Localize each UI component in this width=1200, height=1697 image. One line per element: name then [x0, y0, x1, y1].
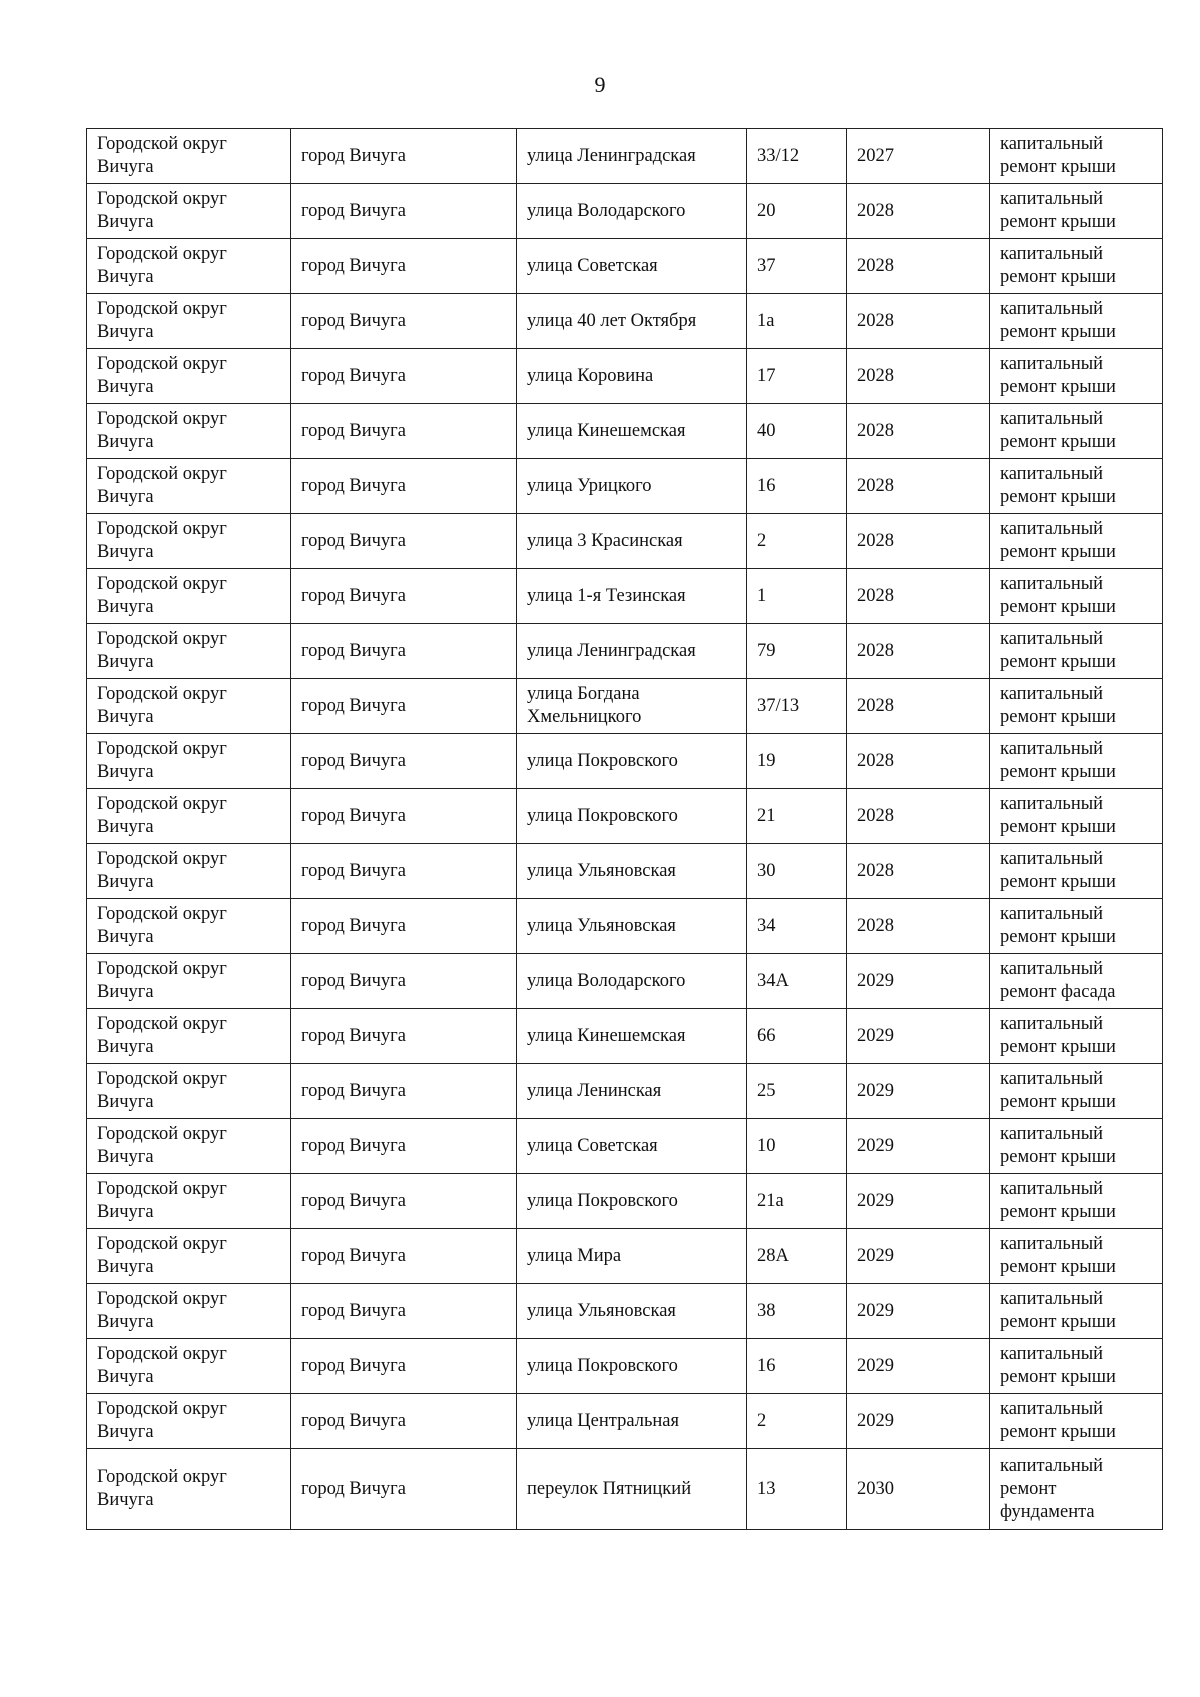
street-cell: улица Урицкого	[517, 459, 747, 514]
work-type-cell: капитальный ремонт крыши	[990, 294, 1163, 349]
city-cell: город Вичуга	[291, 294, 517, 349]
work-type-cell: капитальный ремонт крыши	[990, 1394, 1163, 1449]
year-cell: 2029	[847, 954, 990, 1009]
work-type-cell: капитальный ремонт крыши	[990, 129, 1163, 184]
house-number-cell: 20	[747, 184, 847, 239]
table-row	[87, 1119, 1163, 1174]
okrug-cell: Городской округ Вичуга	[87, 459, 291, 514]
table-row	[87, 899, 1163, 954]
okrug-cell: Городской округ Вичуга	[87, 1339, 291, 1394]
house-number-cell: 1	[747, 569, 847, 624]
work-type-cell: капитальный ремонт крыши	[990, 1009, 1163, 1064]
work-type-cell: капитальный ремонт крыши	[990, 844, 1163, 899]
okrug-cell: Городской округ Вичуга	[87, 734, 291, 789]
city-cell: город Вичуга	[291, 514, 517, 569]
house-number-cell: 40	[747, 404, 847, 459]
okrug-cell: Городской округ Вичуга	[87, 1449, 291, 1530]
city-cell: город Вичуга	[291, 1394, 517, 1449]
city-cell: город Вичуга	[291, 1284, 517, 1339]
street-cell: переулок Пятницкий	[517, 1449, 747, 1530]
table-row	[87, 789, 1163, 844]
table-row	[87, 1064, 1163, 1119]
city-cell: город Вичуга	[291, 679, 517, 734]
year-cell: 2028	[847, 569, 990, 624]
table-row	[87, 349, 1163, 404]
work-type-cell: капитальный ремонт крыши	[990, 1119, 1163, 1174]
year-cell: 2029	[847, 1339, 990, 1394]
okrug-cell: Городской округ Вичуга	[87, 1174, 291, 1229]
house-number-cell: 2	[747, 514, 847, 569]
table-row	[87, 844, 1163, 899]
house-number-cell: 10	[747, 1119, 847, 1174]
street-cell: улица Мира	[517, 1229, 747, 1284]
street-cell: улица Ленинградская	[517, 129, 747, 184]
work-type-cell: капитальный ремонт крыши	[990, 789, 1163, 844]
house-number-cell: 19	[747, 734, 847, 789]
work-type-cell: капитальный ремонт крыши	[990, 349, 1163, 404]
year-cell: 2028	[847, 844, 990, 899]
house-number-cell: 79	[747, 624, 847, 679]
year-cell: 2028	[847, 184, 990, 239]
street-cell: улица Кинешемская	[517, 404, 747, 459]
city-cell: город Вичуга	[291, 734, 517, 789]
house-number-cell: 28А	[747, 1229, 847, 1284]
table-row	[87, 239, 1163, 294]
year-cell: 2028	[847, 294, 990, 349]
house-number-cell: 38	[747, 1284, 847, 1339]
city-cell: город Вичуга	[291, 349, 517, 404]
okrug-cell: Городской округ Вичуга	[87, 1009, 291, 1064]
street-cell: улица Покровского	[517, 1339, 747, 1394]
work-type-cell: капитальный ремонт крыши	[990, 624, 1163, 679]
okrug-cell: Городской округ Вичуга	[87, 1229, 291, 1284]
year-cell: 2029	[847, 1064, 990, 1119]
page-number: 9	[594, 72, 606, 97]
year-cell: 2029	[847, 1009, 990, 1064]
okrug-cell: Городской округ Вичуга	[87, 349, 291, 404]
year-cell: 2027	[847, 129, 990, 184]
city-cell: город Вичуга	[291, 1174, 517, 1229]
work-type-cell: капитальный ремонт крыши	[990, 734, 1163, 789]
street-cell: улица Покровского	[517, 1174, 747, 1229]
table-row	[87, 1394, 1163, 1449]
year-cell: 2029	[847, 1174, 990, 1229]
street-cell: улица 40 лет Октября	[517, 294, 747, 349]
street-cell: улица Коровина	[517, 349, 747, 404]
okrug-cell: Городской округ Вичуга	[87, 624, 291, 679]
year-cell: 2028	[847, 679, 990, 734]
okrug-cell: Городской округ Вичуга	[87, 1284, 291, 1339]
table-row	[87, 624, 1163, 679]
okrug-cell: Городской округ Вичуга	[87, 679, 291, 734]
house-number-cell: 21а	[747, 1174, 847, 1229]
work-type-cell: капитальный ремонт крыши	[990, 1229, 1163, 1284]
year-cell: 2029	[847, 1284, 990, 1339]
table-row	[87, 459, 1163, 514]
city-cell: город Вичуга	[291, 624, 517, 679]
street-cell: улица Ульяновская	[517, 1284, 747, 1339]
table-row	[87, 954, 1163, 1009]
work-type-cell: капитальный ремонт фундамента	[990, 1449, 1163, 1530]
okrug-cell: Городской округ Вичуга	[87, 404, 291, 459]
okrug-cell: Городской округ Вичуга	[87, 954, 291, 1009]
table-row	[87, 129, 1163, 184]
work-type-cell: капитальный ремонт крыши	[990, 569, 1163, 624]
table-row	[87, 294, 1163, 349]
city-cell: город Вичуга	[291, 1119, 517, 1174]
table-row	[87, 679, 1163, 734]
year-cell: 2029	[847, 1119, 990, 1174]
city-cell: город Вичуга	[291, 129, 517, 184]
house-number-cell: 1а	[747, 294, 847, 349]
year-cell: 2028	[847, 624, 990, 679]
house-number-cell: 66	[747, 1009, 847, 1064]
house-number-cell: 2	[747, 1394, 847, 1449]
year-cell: 2028	[847, 514, 990, 569]
house-number-cell: 21	[747, 789, 847, 844]
year-cell: 2029	[847, 1229, 990, 1284]
table-row	[87, 514, 1163, 569]
street-cell: улица Кинешемская	[517, 1009, 747, 1064]
city-cell: город Вичуга	[291, 1339, 517, 1394]
table-row	[87, 184, 1163, 239]
table-row	[87, 1449, 1163, 1530]
year-cell: 2028	[847, 899, 990, 954]
okrug-cell: Городской округ Вичуга	[87, 569, 291, 624]
street-cell: улица Советская	[517, 1119, 747, 1174]
okrug-cell: Городской округ Вичуга	[87, 844, 291, 899]
house-number-cell: 25	[747, 1064, 847, 1119]
table-row	[87, 404, 1163, 459]
work-type-cell: капитальный ремонт крыши	[990, 514, 1163, 569]
city-cell: город Вичуга	[291, 954, 517, 1009]
city-cell: город Вичуга	[291, 844, 517, 899]
work-type-cell: капитальный ремонт крыши	[990, 184, 1163, 239]
city-cell: город Вичуга	[291, 1449, 517, 1530]
okrug-cell: Городской округ Вичуга	[87, 1394, 291, 1449]
house-number-cell: 37	[747, 239, 847, 294]
table-row	[87, 1009, 1163, 1064]
table-row	[87, 1174, 1163, 1229]
street-cell: улица Ульяновская	[517, 899, 747, 954]
house-number-cell: 34	[747, 899, 847, 954]
okrug-cell: Городской округ Вичуга	[87, 899, 291, 954]
city-cell: город Вичуга	[291, 569, 517, 624]
house-number-cell: 34А	[747, 954, 847, 1009]
house-number-cell: 17	[747, 349, 847, 404]
city-cell: город Вичуга	[291, 404, 517, 459]
year-cell: 2030	[847, 1449, 990, 1530]
repair-schedule-table	[86, 128, 1163, 1530]
work-type-cell: капитальный ремонт крыши	[990, 239, 1163, 294]
table-row	[87, 1284, 1163, 1339]
work-type-cell: капитальный ремонт крыши	[990, 679, 1163, 734]
okrug-cell: Городской округ Вичуга	[87, 514, 291, 569]
table-row	[87, 1229, 1163, 1284]
table-row	[87, 569, 1163, 624]
street-cell: улица Покровского	[517, 734, 747, 789]
okrug-cell: Городской округ Вичуга	[87, 1064, 291, 1119]
city-cell: город Вичуга	[291, 1064, 517, 1119]
city-cell: город Вичуга	[291, 184, 517, 239]
year-cell: 2028	[847, 789, 990, 844]
year-cell: 2029	[847, 1394, 990, 1449]
work-type-cell: капитальный ремонт крыши	[990, 459, 1163, 514]
year-cell: 2028	[847, 349, 990, 404]
work-type-cell: капитальный ремонт крыши	[990, 1174, 1163, 1229]
okrug-cell: Городской округ Вичуга	[87, 789, 291, 844]
work-type-cell: капитальный ремонт крыши	[990, 1064, 1163, 1119]
okrug-cell: Городской округ Вичуга	[87, 294, 291, 349]
street-cell: улица 1-я Тезинская	[517, 569, 747, 624]
house-number-cell: 16	[747, 459, 847, 514]
year-cell: 2028	[847, 404, 990, 459]
city-cell: город Вичуга	[291, 1009, 517, 1064]
house-number-cell: 37/13	[747, 679, 847, 734]
okrug-cell: Городской округ Вичуга	[87, 1119, 291, 1174]
okrug-cell: Городской округ Вичуга	[87, 239, 291, 294]
street-cell: улица Центральная	[517, 1394, 747, 1449]
city-cell: город Вичуга	[291, 899, 517, 954]
work-type-cell: капитальный ремонт крыши	[990, 899, 1163, 954]
work-type-cell: капитальный ремонт крыши	[990, 1284, 1163, 1339]
street-cell: улица Советская	[517, 239, 747, 294]
house-number-cell: 13	[747, 1449, 847, 1530]
street-cell: улица Ульяновская	[517, 844, 747, 899]
street-cell: улица Ленинская	[517, 1064, 747, 1119]
table-row	[87, 734, 1163, 789]
house-number-cell: 33/12	[747, 129, 847, 184]
table-body	[87, 129, 1163, 1530]
work-type-cell: капитальный ремонт фасада	[990, 954, 1163, 1009]
house-number-cell: 16	[747, 1339, 847, 1394]
work-type-cell: капитальный ремонт крыши	[990, 404, 1163, 459]
okrug-cell: Городской округ Вичуга	[87, 184, 291, 239]
city-cell: город Вичуга	[291, 239, 517, 294]
year-cell: 2028	[847, 734, 990, 789]
year-cell: 2028	[847, 239, 990, 294]
okrug-cell: Городской округ Вичуга	[87, 129, 291, 184]
street-cell: улица Володарского	[517, 954, 747, 1009]
street-cell: улица 3 Красинская	[517, 514, 747, 569]
city-cell: город Вичуга	[291, 789, 517, 844]
street-cell: улица Покровского	[517, 789, 747, 844]
city-cell: город Вичуга	[291, 1229, 517, 1284]
city-cell: город Вичуга	[291, 459, 517, 514]
work-type-cell: капитальный ремонт крыши	[990, 1339, 1163, 1394]
year-cell: 2028	[847, 459, 990, 514]
street-cell: улица Богдана Хмельницкого	[517, 679, 747, 734]
table-row	[87, 1339, 1163, 1394]
street-cell: улица Ленинградская	[517, 624, 747, 679]
house-number-cell: 30	[747, 844, 847, 899]
street-cell: улица Володарского	[517, 184, 747, 239]
